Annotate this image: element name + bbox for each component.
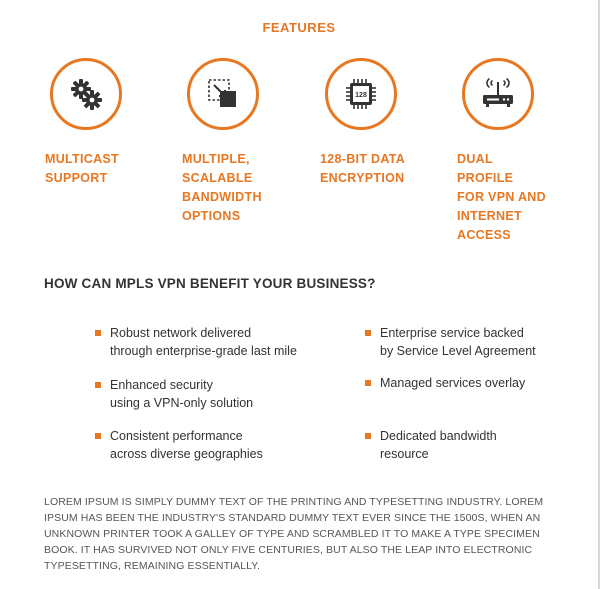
feature-label-line: 128-BIT DATA (320, 152, 406, 166)
benefit-item (380, 324, 536, 360)
feature-label-line: BANDWIDTH (182, 190, 262, 204)
feature-dual-profile (457, 58, 587, 245)
gears-icon (68, 76, 104, 112)
features-title: FEATURES (262, 20, 336, 35)
feature-label-line: FOR VPN AND (457, 190, 546, 204)
bullet-square-icon (365, 433, 371, 439)
feature-label-line: MULTIPLE, (182, 152, 250, 166)
benefit-line: using a VPN-only solution (110, 396, 254, 410)
bullet-square-icon (95, 330, 101, 336)
feature-label-line: SCALABLE (182, 171, 253, 185)
benefit-line: Consistent performance (110, 429, 243, 443)
feature-label (182, 150, 282, 226)
benefit-line: Dedicated bandwidth (380, 429, 497, 443)
feature-icon-circle (325, 58, 397, 130)
benefit-line: Managed services overlay (380, 376, 526, 390)
feature-label (457, 150, 557, 245)
benefit-line: Enterprise service backed (380, 326, 524, 340)
feature-label-line: MULTICAST (45, 152, 119, 166)
benefit-line: through enterprise-grade last mile (110, 344, 297, 358)
feature-label-line: PROFILE (457, 171, 514, 185)
benefit-item (110, 427, 263, 463)
benefit-item (380, 374, 525, 392)
feature-label-line: ENCRYPTION (320, 171, 405, 185)
feature-label (45, 150, 145, 188)
feature-icon-circle (50, 58, 122, 130)
benefit-item (380, 427, 497, 463)
chip-icon (343, 76, 379, 112)
benefit-item (110, 376, 253, 412)
feature-label-line: SUPPORT (45, 171, 108, 185)
router-icon (479, 77, 517, 111)
feature-icon-circle (462, 58, 534, 130)
feature-label (320, 150, 440, 188)
feature-encryption (320, 58, 450, 188)
lorem-paragraph: LOREM IPSUM IS SIMPLY DUMMY TEXT OF THE PRINTING AND TYPESETTING INDUSTRY. LOREM IPSUM HAS BEEN THE INDUSTRY'S STANDARD DUMMY TEXT EVER SINCE THE 1500S, WHEN AN UNKNOWN PRINTER TOOK A GALLEY OF TYPE AND SCRAMBLED IT TO MAKE A TYPE SPECIMEN BOOK. IT HAS SURVIVED NOT ONLY FIVE CENTURIES, BUT ALSO THE LEAP INTO ELECTRONIC TYPESETTING, REMAINING ESSENTIALLY. (44, 496, 544, 572)
benefit-line: across diverse geographies (110, 447, 263, 461)
benefit-line: by Service Level Agreement (380, 344, 536, 358)
feature-label-line: DUAL (457, 152, 493, 166)
bullet-square-icon (95, 433, 101, 439)
benefit-heading: HOW CAN MPLS VPN BENEFIT YOUR BUSINESS? (44, 276, 376, 291)
feature-multicast (45, 58, 175, 188)
feature-label-line: INTERNET (457, 209, 522, 223)
benefit-line: Robust network delivered (110, 326, 252, 340)
feature-bandwidth (182, 58, 312, 226)
benefit-line: Enhanced security (110, 378, 213, 392)
bullet-square-icon (365, 330, 371, 336)
benefit-line: resource (380, 447, 429, 461)
feature-label-line: ACCESS (457, 228, 511, 242)
feature-label-line: OPTIONS (182, 209, 241, 223)
benefit-item (110, 324, 297, 360)
scale-icon (206, 77, 240, 111)
bullet-square-icon (365, 380, 371, 386)
bullet-square-icon (95, 382, 101, 388)
feature-icon-circle (187, 58, 259, 130)
chip-label: 128 (355, 92, 367, 99)
